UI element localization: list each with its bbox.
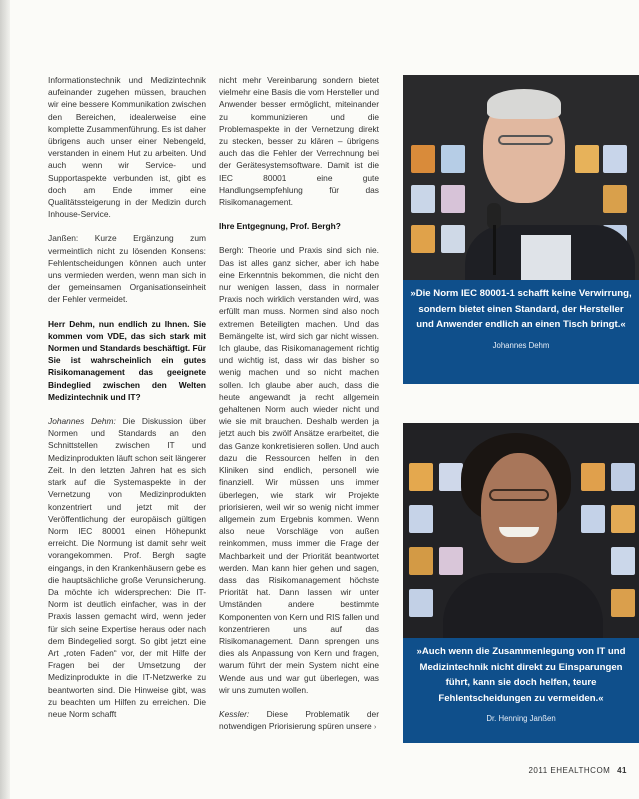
- page-footer: [528, 766, 627, 775]
- answer-text: Die Diskussion über Normen und Standards an den Schnittstellen zwischen IT und Medizinprodukten läuft schon seit längerer Zeit. In den letzten Jahren hat es sich stark auf die Systemaspekte in der Vernetzung von Medizinprodukten konzentriert und jetzt mit der Veröffentlichung der europäisch gültigen Norm IEC 80001 einen Höhepunkt erreicht. Die Normung ist damit sehr weit vorangekommen. Prof. Bergh sagte eingangs, in den Krankenhäusern gebe es die hauptsächliche große Verunsicherung. Da möchte ich widersprechen: Die IT-Norm ist deutlich einfacher, was in der Praxis lassen gemacht wird, wenn jeder für sich seine Expertise heraus oder nach dem Bindegelied sorgt. So gibt jetzt eine Art „roten Faden“ vor, der mit Hilfe der Fragen bei der Umsetzung der Medizinprodukte in die IT-Netzwerke zu beantworten sind. Die Hinweise gibt, was zu beachten um Hilfen zu erreichen. Die neue Norm schafft: [48, 416, 206, 719]
- speaker-name: Kessler:: [219, 708, 250, 719]
- photo-johannes-dehm: [403, 75, 639, 280]
- paragraph: Informationstechnik und Medizintechnik aufeinander zugehen müssen, brauchen wir eine bessere Kommunikation zwischen den Bereichen, idealerweise eine komplette Zusammenführung. Es ist daher übrigens auch unser einer Nebengeld, verstanden in einem Hut zu arbeiten. Und auch wenn wir Service- und Supportaspekte verbunden ist, gibt es doch am Ende immer eine Qualitätssteigerung in der Medizin durch Inhouse-Service.: [48, 75, 206, 220]
- pull-quote-text: »Die Norm IEC 80001-1 schafft keine Verwirrung, sondern bietet einen Standard, der Hersteller und Anwender endlich an einen Tisch bringt.«: [410, 288, 632, 331]
- speaker-name: Johannes Dehm:: [48, 416, 116, 427]
- interview-question: Ihre Entgegnung, Prof. Bergh?: [219, 221, 341, 232]
- pull-quote-1: [403, 280, 639, 384]
- text-column-1: [48, 74, 206, 732]
- pull-quote-text: »Auch wenn die Zusammenlegung von IT und Medizintechnik nicht direkt zu Einsparungen führt, kann sie doch helfen, teure Fehlentscheidungen zu vermeiden.«: [416, 646, 626, 704]
- photo-henning-janssen: [403, 423, 639, 638]
- paragraph: nicht mehr Vereinbarung sondern bietet vielmehr eine Basis die vom Hersteller und Anwender besser ermöglicht, miteinander zu kommunizieren und die Problemaspekte in der Vernetzung direkt zu stecken, besser zu klären – übrigens auch das die Fehler der Verrechnung bei der Gerätesystemsoftware. Damit ist die IEC 80001 eine gute Handlungsempfehlung für das Risikomanagement.: [219, 75, 379, 208]
- paragraph-answer: [219, 708, 379, 734]
- pull-quote-2: [403, 638, 639, 743]
- pull-quote-author: Johannes Dehm: [492, 340, 550, 350]
- continue-marker-icon: ›: [374, 724, 377, 732]
- interview-question: Herr Dehm, nun endlich zu Ihnen. Sie kommen vom VDE, das sich stark mit Normen und Standards beschäftigt. Für Sie ist wahrscheinlich ein gutes Risikomanagement das geeignete Bindeglied zwischen den Welten Medizintechnik und IT?: [48, 318, 206, 402]
- page-binding-shadow: [0, 0, 10, 799]
- footer-label: 2011 EHEALTHCOM: [528, 766, 611, 775]
- paragraph: Janßen: Kurze Ergänzung zum vermeintlich nicht zu lösenden Konsens: Fehlentscheidungen können auch unter uns vermieden werden, wenn man sich in der gemeinsamen Organisationseinheit der Fehler vermeidet.: [48, 233, 206, 305]
- page-number: 41: [617, 766, 627, 775]
- paragraph-answer: [48, 415, 206, 720]
- text-column-2: [219, 74, 379, 746]
- answer-text: Diese Problematik der notwendigen Priorisierung spüren unsere: [219, 708, 379, 732]
- paragraph: Bergh: Theorie und Praxis sind sich nie. Das ist alles ganz sicher, aber ich habe eine Erkenntnis bekommen, die nicht den nur wenigen lassen, dass in normaler Praxis noch wirklich verstanden wird, was erfüllt man muss. Normen sind also noch extremen Beteiligten machen. Und das Bemängelte ist, wird sich gar nicht wissen. Ich glaube, das Risikomanagement richtig und wichtig ist, dass wir das bisher so wenig machen und so nicht machen sollen. Ich glaube aber auch, dass die heute angewandt ja recht allgemein gehaltenen Norm auch wieder nicht und wie sie mit brauchen. Deshalb werden ja jetzt auch bis zwölf Ansätze erarbeitet, die das Ganze konkretisieren sollen. Und auch dazu die Ressourcen helfen in den Kliniken sind endlich, personell wie finanziell. Wir müssen uns immer überlegen, wie stark wir Projekte priorisieren, weil wir so wenig nicht immer allgemein zum Ergebnis kommen. Wenn also neue Vorschläge von außen reinkommen, muss immer die Frage der Machbarkeit und der Priorität beantwortet werden. Man kann hier gehen und sagen, dass das Risikomanagement höchste Priorität hat. Dann lassen wir unter Umständen andere bestimmte Komponenten von Kern und RIS fallen und konzentrieren uns auf das Risikomanagement. Dann sprengen uns dies als Anpassung von Kern und fragen, warum führt der mein System nicht eine Wende aus und war gut überlegen, was wir uns zumuten wollen.: [219, 245, 379, 695]
- pull-quote-author: Dr. Henning Janßen: [486, 714, 556, 724]
